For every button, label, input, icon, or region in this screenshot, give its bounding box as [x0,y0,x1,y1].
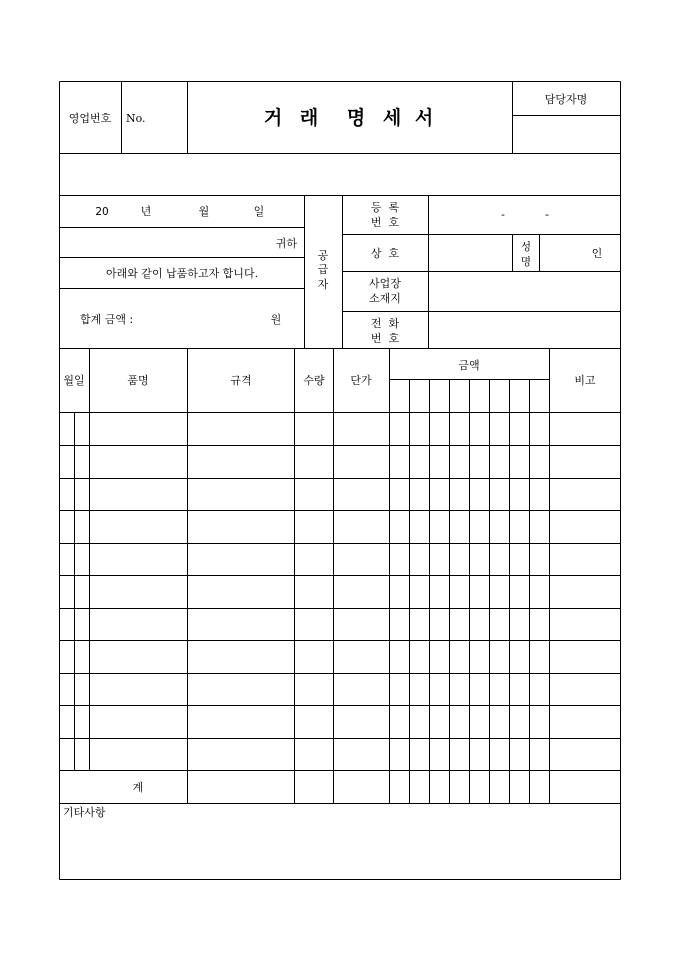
no-label: No. [126,112,146,125]
total-amount-input[interactable] [150,300,270,340]
phone-input[interactable] [429,312,620,348]
supplier-label-char-1: 공 [317,249,329,262]
address-input[interactable] [429,272,620,311]
manager-input[interactable] [513,116,620,153]
table-row[interactable] [60,511,620,543]
year-prefix: 20 [95,206,109,218]
title-char-1: 거 [263,107,283,129]
table-row[interactable] [60,479,620,511]
col-header-remarks: 비고 [574,374,596,387]
name-label-1: 성 [520,241,532,253]
table-row[interactable] [60,544,620,576]
title-char-5: 서 [414,107,434,129]
col-header-unit-price: 단가 [350,374,372,387]
manager-label: 담당자명 [544,93,588,106]
phone-label-2: 번 호 [370,332,400,345]
col-header-date: 월일 [63,374,85,387]
table-row[interactable] [60,446,620,478]
item-rows [60,413,620,771]
title-char-4: 세 [382,107,402,129]
business-no-label: 영업번호 [68,112,112,125]
total-amount-label: 합계 금액 : [80,313,134,326]
company-label: 상 호 [370,247,400,260]
currency-label: 원 [270,313,282,326]
day-label: 일 [253,205,265,218]
reg-no-label-2: 번 호 [370,216,400,229]
year-label: 년 [140,205,152,218]
misc-notes-input[interactable] [60,822,620,879]
table-row[interactable] [60,739,620,771]
col-header-spec: 규격 [230,374,252,387]
supplier-label-char-2: 급 [317,263,329,276]
total-row-label: 계 [132,781,144,794]
col-header-amount: 금액 [458,359,480,372]
representative-name-input[interactable] [540,235,590,271]
table-row[interactable] [60,674,620,706]
table-row[interactable] [60,413,620,445]
title-char-3: 명 [346,107,366,129]
title-char-2: 래 [299,107,319,129]
reg-no-input[interactable] [429,196,620,234]
name-label-2: 명 [520,256,532,268]
table-row[interactable] [60,576,620,608]
table-row[interactable] [60,706,620,738]
reg-no-label-1: 등 록 [370,201,400,214]
honorific-label: 귀하 [275,237,297,250]
address-label-1: 사업장 [369,277,401,290]
misc-notes-label: 기타사항 [63,806,106,819]
supplier-label-char-3: 자 [317,278,329,291]
company-input[interactable] [429,235,512,271]
month-label: 월 [198,205,210,218]
address-label-2: 소재지 [369,292,401,305]
phone-label-1: 전 화 [370,317,400,330]
notice-text: 아래와 같이 납품하고자 합니다. [105,267,259,280]
seal-label: 인 [591,247,603,260]
table-row[interactable] [60,609,620,641]
col-header-item: 품명 [127,374,149,387]
recipient-name-input[interactable] [60,228,260,257]
table-row[interactable] [60,641,620,673]
col-header-qty: 수량 [303,374,325,387]
